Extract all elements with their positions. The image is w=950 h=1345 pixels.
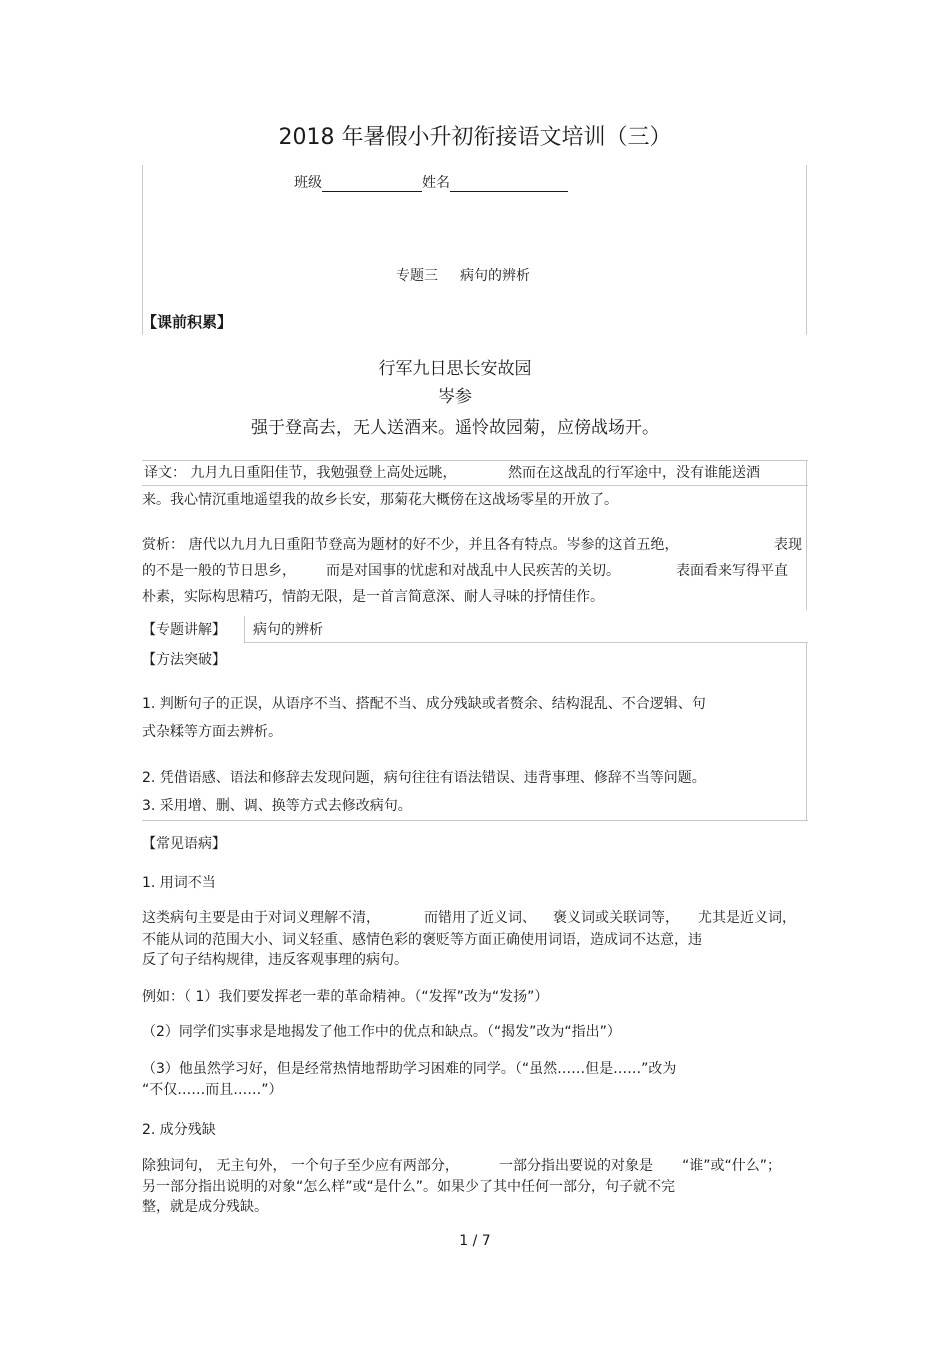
method-item1-line2: 式杂糅等方面去辨析。 [142, 724, 282, 740]
frame-right-border [806, 165, 807, 335]
topic-line [396, 267, 530, 285]
section1-title: 1. 用词不当 [142, 875, 216, 891]
method-bottom-border [142, 820, 808, 821]
section1-p1b: 而错用了近义词、 [424, 910, 536, 926]
method-item1-line1: 1. 判断句子的正误，从语序不当、搭配不当、成分残缺或者赘余、结构混乱、不合逻辑、句 [142, 696, 706, 712]
translation-line2: 来。我心情沉重地遥望我的故乡长安，那菊花大概傍在这战场零星的开放了。 [142, 492, 618, 508]
appreciation-line2a: 的不是一般的节日思乡， [142, 563, 296, 579]
section2-p1c: “谁”或“什么”； [682, 1158, 782, 1174]
appreciation-line1b: 表现 [774, 537, 802, 553]
method-right-border [806, 642, 807, 820]
translation-right-border [806, 460, 807, 610]
section2-p3: 整，就是成分残缺。 [142, 1199, 268, 1215]
example-3b: “不仅……而且……”） [142, 1082, 283, 1098]
pre-class-heading: 【课前积累】 [142, 313, 233, 331]
topic-name: 病句的辨析 [460, 268, 530, 284]
name-label: 姓名 [422, 175, 450, 191]
page-title: 2018 年暑假小升初衔接语文培训（三） [278, 125, 672, 150]
section1-p1a: 这类病句主要是由于对词义理解不清， [142, 910, 380, 926]
example-2: （2）同学们实事求是地揭发了他工作中的优点和缺点。（“揭发”改为“指出”） [142, 1024, 621, 1040]
page-number: 1 / 7 [459, 1233, 491, 1249]
appreciation-line2b: 而是对国事的忧虑和对战乱中人民疾苦的关切。 [326, 563, 620, 579]
common-heading: 【常见语病】 [142, 836, 226, 852]
lecture-label: 【专题讲解】 [142, 622, 226, 638]
frame-left-border [142, 165, 143, 335]
section2-p1b: 一部分指出要说的对象是 [499, 1158, 653, 1174]
appreciation-line1a: 赏析： 唐代以九月九日重阳节登高为题材的好不少，并且各有特点。岑参的这首五绝， [142, 537, 679, 553]
example-3a: （3）他虽然学习好，但是经常热情地帮助学习困难的同学。（“虽然……但是……”改为 [142, 1061, 677, 1077]
section2-p2: 另一部分指出说明的对象“怎么样”或“是什么”。如果少了其中任何一部分，句子就不完 [142, 1179, 676, 1195]
lecture-topic: 病句的辨析 [253, 622, 323, 638]
translation-line1b: 然而在这战乱的行军途中，没有谁能送酒 [508, 465, 760, 481]
lecture-divider [244, 616, 245, 642]
translation-mid-border [142, 485, 808, 486]
class-label: 班级 [294, 175, 322, 191]
method-item2: 2. 凭借语感、语法和修辞去发现问题，病句往往有语法错误、违背事理、修辞不当等问题。 [142, 770, 706, 786]
translation-line1a: 译文： 九月九日重阳佳节，我勉强登上高处远眺， [144, 465, 457, 481]
name-blank[interactable] [450, 175, 568, 192]
class-name-line [294, 174, 568, 192]
method-heading: 【方法突破】 [142, 652, 226, 668]
poem-author: 岑参 [438, 387, 472, 407]
section1-p3: 反了句子结构规律，违反客观事理的病句。 [142, 952, 408, 968]
appreciation-line3: 朴素，实际构思精巧，情韵无限，是一首言简意深、耐人寻味的抒情佳作。 [142, 589, 604, 605]
section1-p2: 不能从词的范围大小、词义轻重、感情色彩的褒贬等方面正确使用词语，造成词不达意，违 [142, 932, 702, 948]
method-top-border [244, 642, 808, 643]
appreciation-line2c: 表面看来写得平直 [676, 563, 788, 579]
poem-title: 行军九日思长安故园 [378, 359, 532, 379]
section2-title: 2. 成分残缺 [142, 1122, 216, 1138]
example-1: 例如：（ 1）我们要发挥老一辈的革命精神。（“发挥”改为“发扬”） [142, 989, 549, 1005]
section1-p1c: 褒义词或关联词等， [553, 910, 679, 926]
method-item3: 3. 采用增、删、调、换等方式去修改病句。 [142, 798, 412, 814]
topic-prefix: 专题三 [396, 268, 438, 284]
section1-p1d: 尤其是近义词， [698, 910, 796, 926]
class-blank[interactable] [322, 175, 422, 192]
poem-text: 强于登高去，无人送酒来。遥怜故园菊，应傍战场开。 [251, 418, 659, 438]
translation-top-border [142, 460, 808, 461]
section2-p1a: 除独词句， 无主句外， 一个句子至少应有两部分， [142, 1158, 459, 1174]
